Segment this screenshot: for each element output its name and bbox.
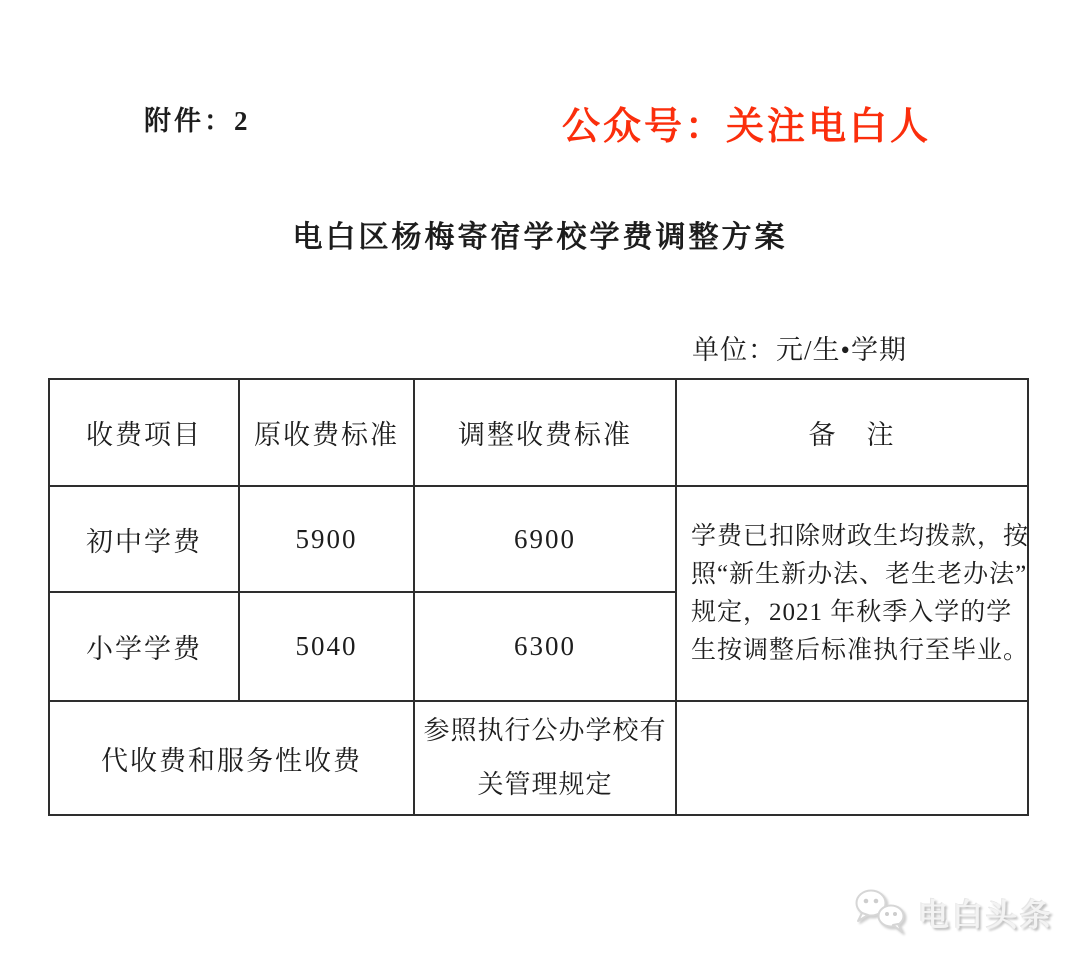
header-original-fee: 原收费标准 bbox=[239, 379, 414, 486]
fee-table bbox=[48, 378, 1029, 816]
document-title: 电白区杨梅寄宿学校学费调整方案 bbox=[292, 221, 788, 254]
cell-item-primary-school: 小学学费 bbox=[49, 592, 239, 701]
table-row-middle-school bbox=[49, 486, 1028, 592]
header-adjusted-fee: 调整收费标准 bbox=[414, 379, 676, 486]
policy-line: 关管理规定 bbox=[477, 770, 613, 799]
unit-label: 单位：元/生•学期 bbox=[692, 335, 907, 365]
remark-line: 生按调整后标准执行至毕业。 bbox=[691, 636, 1030, 664]
footer-watermark-text: 电白头条 bbox=[918, 897, 1054, 933]
table-header-row bbox=[49, 379, 1028, 486]
cell-remark bbox=[676, 486, 1028, 701]
cell-service-fee-policy bbox=[414, 701, 676, 815]
cell-adjusted-fee-primary: 6300 bbox=[414, 592, 676, 701]
cell-original-fee-middle: 5900 bbox=[239, 486, 414, 592]
header-remark: 备 注 bbox=[676, 379, 1028, 486]
cell-original-fee-primary: 5040 bbox=[239, 592, 414, 701]
remark-line: 规定，2021 年秋季入学的学 bbox=[691, 598, 1013, 626]
policy-line: 参照执行公办学校有 bbox=[423, 716, 667, 745]
remark-line: 照“新生新办法、老生老办法” bbox=[691, 560, 1028, 588]
wechat-channel-watermark-text: 公众号：关注电白人 bbox=[562, 106, 932, 148]
footer-watermark bbox=[852, 888, 1054, 936]
header-fee-item: 收费项目 bbox=[49, 379, 239, 486]
cell-item-middle-school: 初中学费 bbox=[49, 486, 239, 592]
attachment-label: 附件：2 bbox=[144, 106, 251, 136]
table-row-service-fees bbox=[49, 701, 1028, 815]
cell-adjusted-fee-middle: 6900 bbox=[414, 486, 676, 592]
wechat-chat-bubbles-icon bbox=[852, 888, 910, 936]
cell-service-fee-item: 代收费和服务性收费 bbox=[49, 701, 414, 815]
cell-service-fee-remark-empty bbox=[676, 701, 1028, 815]
remark-line: 学费已扣除财政生均拨款，按 bbox=[691, 522, 1030, 550]
